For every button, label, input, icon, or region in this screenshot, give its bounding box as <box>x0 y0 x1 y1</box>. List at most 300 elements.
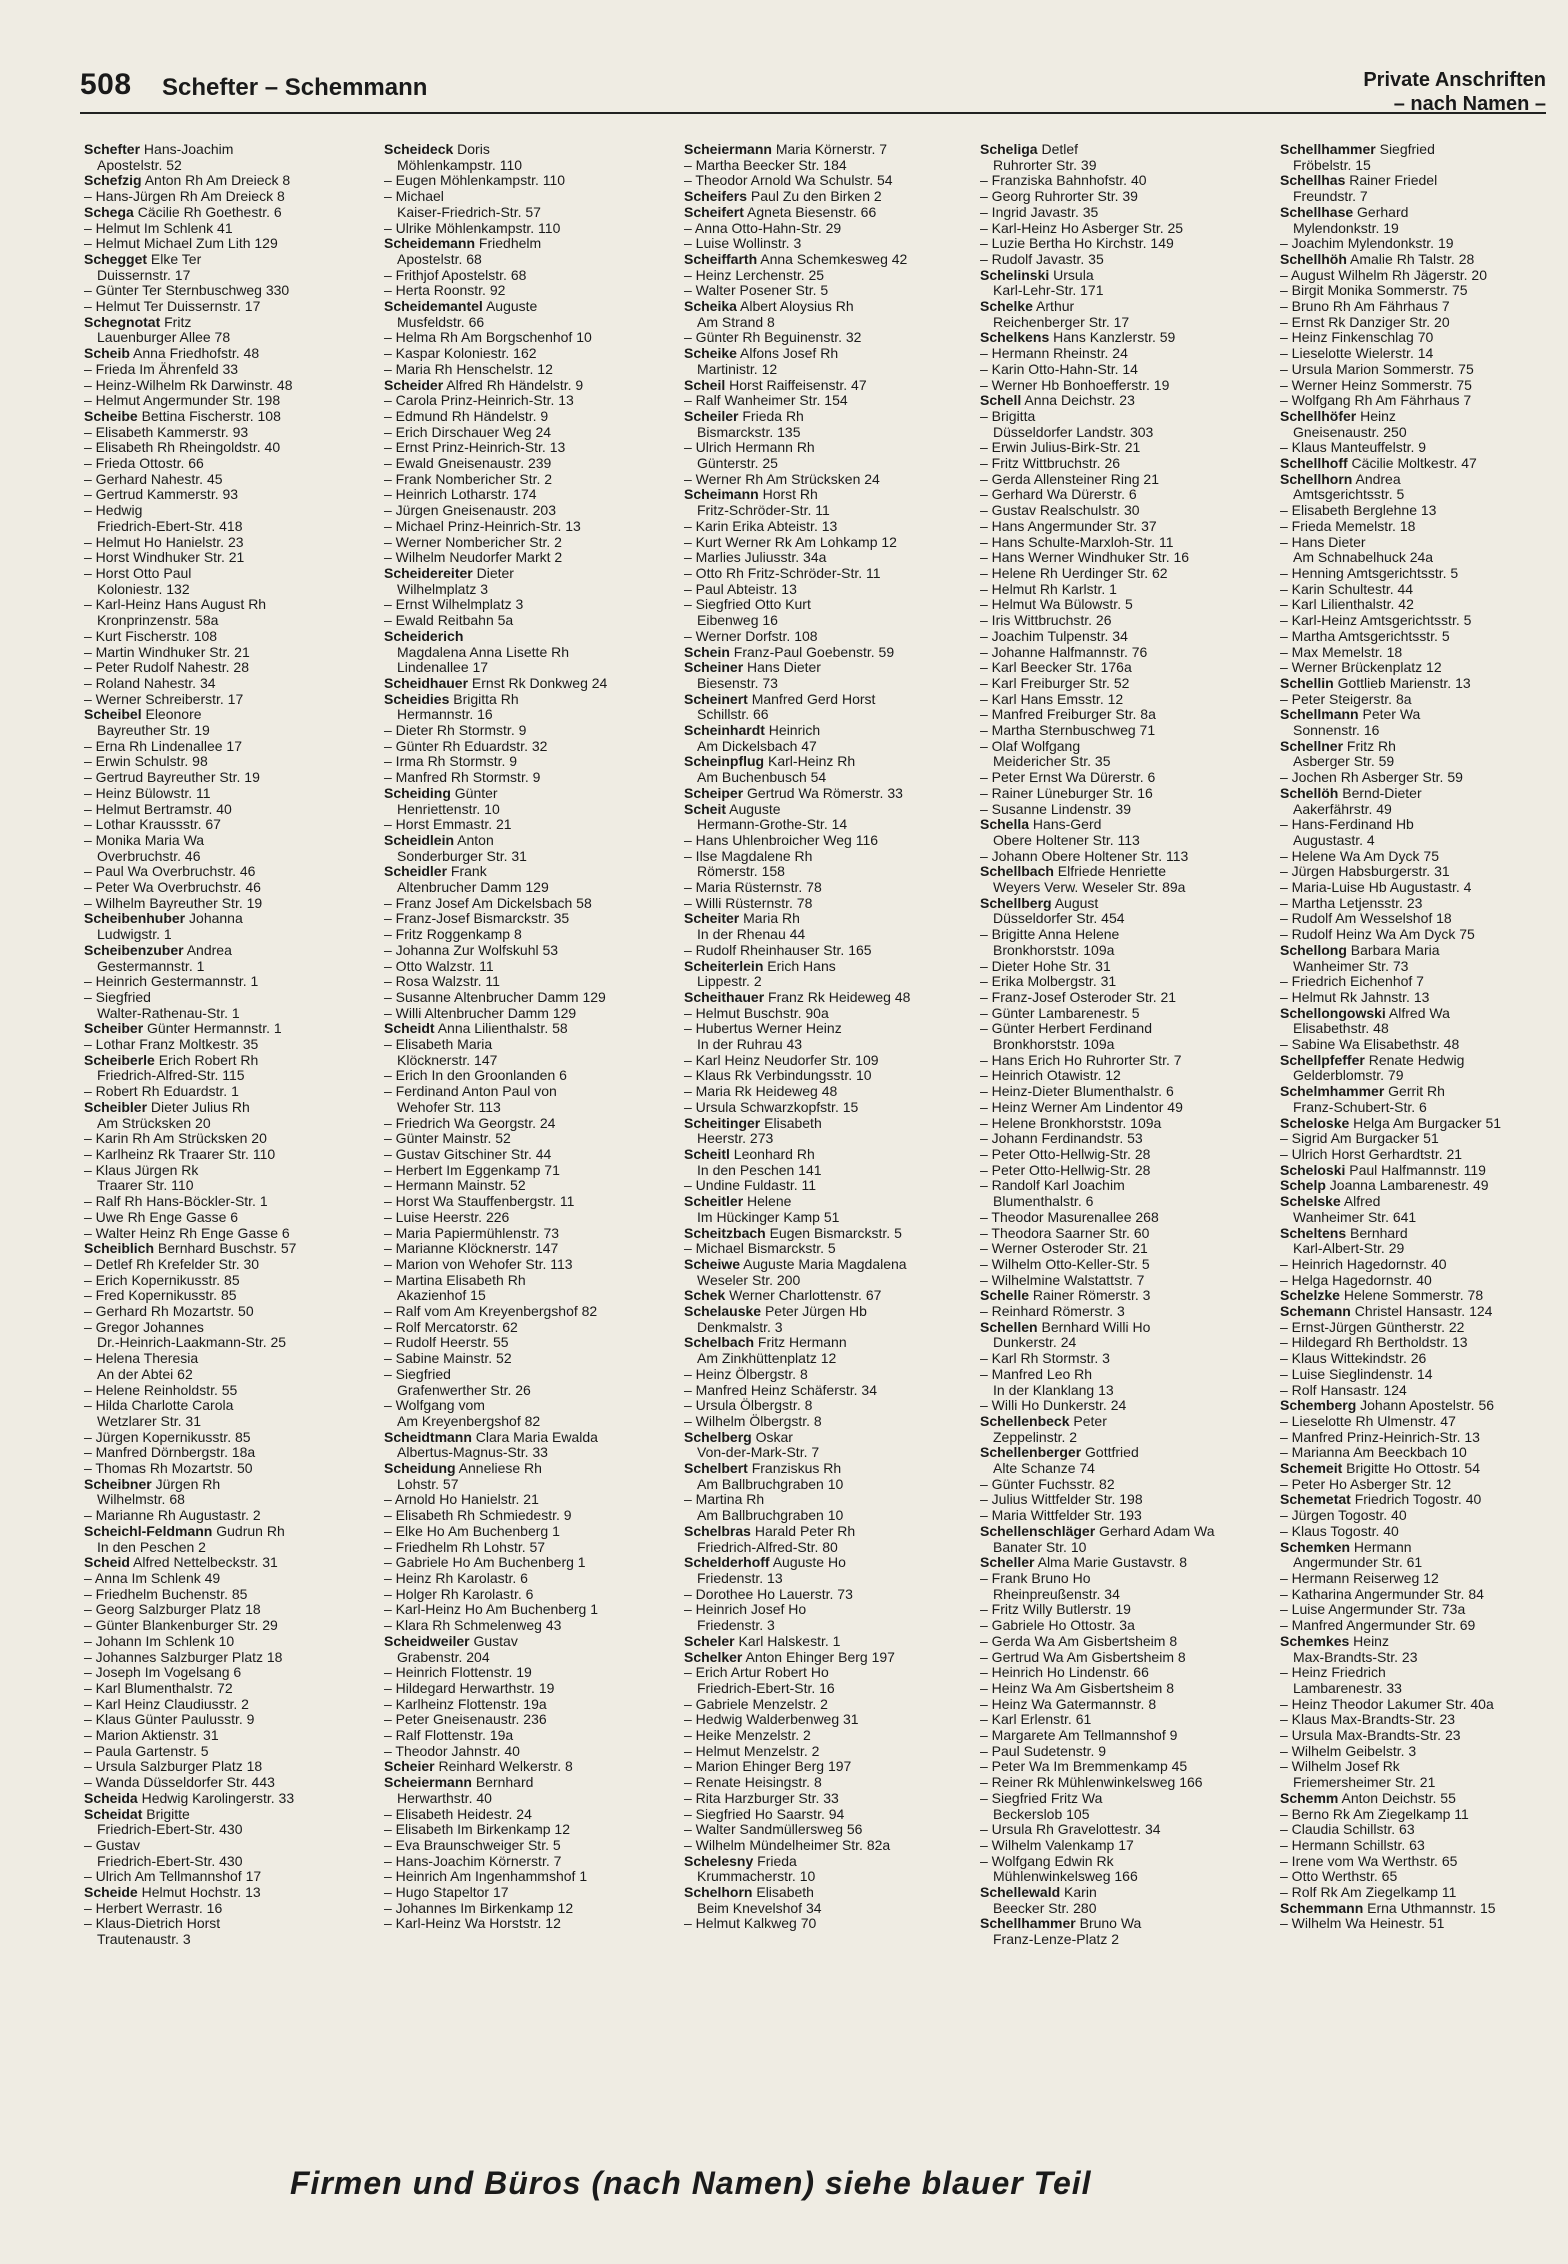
entry-details: – Walter Heinz Rh Enge Gasse 6 <box>84 1224 290 1241</box>
directory-entry <box>684 1587 962 1603</box>
entry-details: – Randolf Karl Joachim Blumenthalstr. 6 <box>980 1177 1125 1210</box>
entry-details: Anneliese Rh Lohstr. 57 <box>397 1460 542 1492</box>
directory-entry <box>980 1398 1258 1414</box>
entry-details: – Peter Gneisenaustr. 236 <box>384 1711 547 1728</box>
surname: Schelkens <box>980 329 1050 346</box>
directory-entry <box>384 173 662 189</box>
directory-entry <box>84 1901 362 1917</box>
surname: Schemkes <box>1280 1632 1350 1649</box>
directory-entry <box>84 990 362 1021</box>
entry-details: Agneta Biesenstr. 66 <box>743 203 877 220</box>
surname: Scheltens <box>1280 1224 1347 1241</box>
directory-entry <box>84 1728 362 1744</box>
directory-entry <box>980 1288 1258 1304</box>
entry-details: Anton Deichstr. 55 <box>1338 1789 1456 1806</box>
entry-details: – Eva Braunschweiger Str. 5 <box>384 1836 561 1853</box>
surname: Scheidat <box>84 1805 143 1822</box>
directory-entry <box>684 1634 962 1650</box>
directory-entry <box>684 142 962 158</box>
surname: Schefzig <box>84 172 142 189</box>
directory-entry <box>980 723 1258 739</box>
directory-entry <box>84 692 362 708</box>
entry-details: Alma Marie Gustavstr. 8 <box>1034 1554 1187 1571</box>
entry-details: – Heinrich Ho Lindenstr. 66 <box>980 1664 1149 1681</box>
entry-details: – Erich Dirschauer Weg 24 <box>384 423 552 440</box>
entry-details: – Fritz Roggenkamp 8 <box>384 926 522 943</box>
entry-details: – Heinrich Otawistr. 12 <box>980 1067 1121 1084</box>
entry-details: – Werner Hb Bonhoefferstr. 19 <box>980 376 1170 393</box>
entry-details: Helene Im Hückinger Kamp 51 <box>697 1193 840 1225</box>
entry-details: Albert Aloysius Rh Am Strand 8 <box>697 298 854 330</box>
entry-details: – Ulrike Möhlenkampstr. 110 <box>384 219 561 236</box>
entry-details: – Klaus Günter Paulusstr. 9 <box>84 1711 255 1728</box>
directory-entry <box>1280 299 1558 315</box>
entry-details: – Lieselotte Wielerstr. 14 <box>1280 345 1434 362</box>
entry-details: – Karl Hans Emsstr. 12 <box>980 690 1124 707</box>
directory-entry <box>84 409 362 425</box>
directory-entry <box>384 1367 662 1398</box>
column-4 <box>980 142 1258 1948</box>
directory-entry <box>384 1602 662 1618</box>
entry-details: – Georg Ruhrorter Str. 39 <box>980 188 1138 205</box>
directory-entry <box>684 535 962 551</box>
directory-entry <box>84 864 362 880</box>
surname: Schellewald <box>980 1884 1061 1901</box>
surname: Schein <box>684 643 730 660</box>
surname: Schell <box>980 392 1022 409</box>
surname: Schellhas <box>1280 172 1346 189</box>
directory-entry <box>384 189 662 220</box>
entry-details: Horst Rh Fritz-Schröder-Str. 11 <box>697 486 830 519</box>
directory-entry <box>384 1901 662 1917</box>
entry-details: – Ernst Wilhelmplatz 3 <box>384 596 524 613</box>
directory-entry <box>384 974 662 990</box>
directory-entry <box>84 205 362 221</box>
surname: Schellberg <box>980 894 1052 911</box>
entry-details: – Detlef Rh Krefelder Str. 30 <box>84 1255 260 1272</box>
directory-entry <box>84 1163 362 1194</box>
directory-entry <box>980 1367 1258 1398</box>
directory-entry <box>684 911 962 942</box>
surname: Scheinpflug <box>684 753 765 770</box>
entry-details: – Siegfried Walter-Rathenau-Str. 1 <box>84 988 240 1021</box>
directory-entry <box>84 1445 362 1461</box>
entry-details: Friedhelm Apostelstr. 68 <box>397 235 542 267</box>
directory-entry <box>384 409 662 425</box>
directory-entry <box>980 849 1258 865</box>
entry-details: Erna Uthmannstr. 15 <box>1363 1899 1496 1916</box>
entry-details: – Ursula Rh Gravelottestr. 34 <box>980 1821 1161 1838</box>
entry-details: – Erich In den Groonlanden 6 <box>384 1067 567 1084</box>
entry-details: – Ralf Flottenstr. 19a <box>384 1727 514 1744</box>
directory-entry <box>84 362 362 378</box>
directory-entry <box>1280 1383 1558 1399</box>
directory-entry <box>84 142 362 173</box>
directory-entry <box>84 1759 362 1775</box>
directory-entry <box>980 1241 1258 1257</box>
directory-entry <box>980 1524 1258 1555</box>
directory-entry <box>980 974 1258 990</box>
entry-details: – Dorothee Ho Lauerstr. 73 <box>684 1585 853 1602</box>
directory-entry <box>684 629 962 645</box>
entry-details: Brigitta Rh Hermannstr. 16 <box>397 690 519 723</box>
directory-entry <box>980 770 1258 786</box>
directory-entry <box>684 1650 962 1666</box>
entry-details: – Hans Uhlenbroicher Weg 116 <box>684 831 879 848</box>
directory-entry <box>84 1838 362 1869</box>
entry-details: – Helene Reinholdstr. 55 <box>84 1381 238 1398</box>
directory-entry <box>980 346 1258 362</box>
entry-details: – Günter Mainstr. 52 <box>384 1130 511 1147</box>
surname: Scheike <box>684 345 737 362</box>
directory-entry <box>84 1398 362 1429</box>
entry-details: – Joachim Mylendonkstr. 19 <box>1280 235 1454 252</box>
directory-entry <box>84 1697 362 1713</box>
directory-entry <box>684 299 962 330</box>
entry-details: – Friedhelm Rh Lohstr. 57 <box>384 1538 546 1555</box>
directory-entry <box>684 849 962 880</box>
surname: Scheidler <box>384 863 448 880</box>
entry-details: Hans-Gerd Obere Holtener Str. 113 <box>993 816 1140 848</box>
directory-entry <box>84 943 362 974</box>
surname: Scheiding <box>384 784 451 801</box>
entry-details: Fritz Hermann Am Zinkhüttenplatz 12 <box>697 1334 847 1367</box>
directory-entry <box>84 189 362 205</box>
entry-details: – Klaus Wittekindstr. 26 <box>1280 1350 1427 1367</box>
page-number: 508 <box>80 68 132 101</box>
directory-entry <box>84 1791 362 1807</box>
entry-details: – Rudolf Heinz Wa Am Dyck 75 <box>1280 926 1475 943</box>
entry-details: – Paul Sudetenstr. 9 <box>980 1742 1107 1759</box>
entry-details: – Uwe Rh Enge Gasse 6 <box>84 1208 239 1225</box>
entry-details: – Johanna Zur Wolfskuhl 53 <box>384 941 559 958</box>
directory-entry <box>384 613 662 629</box>
directory-entry <box>84 1665 362 1681</box>
entry-details: Alfons Josef Rh Martinistr. 12 <box>697 345 839 377</box>
entry-details: – Heike Menzelstr. 2 <box>684 1727 811 1744</box>
entry-details: – Reinhard Römerstr. 3 <box>980 1303 1125 1320</box>
entry-details: – Ernst-Jürgen Güntherstr. 22 <box>1280 1318 1465 1335</box>
surname: Schellhöfer <box>1280 407 1357 424</box>
entry-details: Reinhard Welkerstr. 8 <box>434 1758 573 1775</box>
entry-details: – Heinz Werner Am Lindentor 49 <box>980 1098 1183 1115</box>
entry-details: – Gustav Friedrich-Ebert-Str. 430 <box>84 1836 243 1869</box>
entry-details: – Günter Rh Beguinenstr. 32 <box>684 329 862 346</box>
entry-details: – Günter Rh Eduardstr. 32 <box>384 737 548 754</box>
entry-details: – Karl-Heinz Amtsgerichtsstr. 5 <box>1280 612 1472 629</box>
directory-entry <box>980 1744 1258 1760</box>
directory-entry <box>980 1508 1258 1524</box>
directory-entry <box>384 236 662 267</box>
entry-details: – Ursula Schwarzkopfstr. 15 <box>684 1098 859 1115</box>
directory-columns <box>84 142 1546 2142</box>
entry-details: – Irma Rh Stormstr. 9 <box>384 753 518 770</box>
directory-entry <box>1280 1273 1558 1289</box>
directory-entry <box>1280 1147 1558 1163</box>
directory-entry <box>84 1131 362 1147</box>
entry-details: – Gertrud Kammerstr. 93 <box>84 486 239 503</box>
directory-entry <box>84 786 362 802</box>
surname: Schelauske <box>684 1303 762 1320</box>
surname: Scheidt <box>384 1020 435 1037</box>
directory-entry <box>1280 1492 1558 1508</box>
directory-entry <box>1280 1131 1558 1147</box>
directory-entry <box>84 1273 362 1289</box>
directory-entry <box>84 1383 362 1399</box>
directory-entry <box>384 1241 662 1257</box>
directory-entry <box>384 1178 662 1194</box>
entry-details: Peter Jürgen Hb Denkmalstr. 3 <box>697 1303 867 1335</box>
entry-details: – Karin Erika Abteistr. 13 <box>684 517 838 534</box>
directory-entry <box>684 645 962 661</box>
directory-entry <box>1280 1587 1558 1603</box>
entry-details: – Heinrich Gestermannstr. 1 <box>84 973 259 990</box>
entry-details: – Jochen Rh Asberger Str. 59 <box>1280 769 1463 786</box>
directory-entry <box>384 1351 662 1367</box>
directory-entry <box>980 456 1258 472</box>
surname: Scheliga <box>980 141 1038 157</box>
entry-details: – Manfred Angermunder Str. 69 <box>1280 1617 1476 1634</box>
directory-entry <box>84 1053 362 1084</box>
entry-details: Hans Kanzlerstr. 59 <box>1049 329 1176 346</box>
directory-entry <box>1280 1320 1558 1336</box>
entry-details: – Günter Blankenburger Str. 29 <box>84 1617 278 1634</box>
directory-entry <box>1280 393 1558 409</box>
entry-details: Renate Hedwig Gelderblomstr. 79 <box>1293 1051 1465 1084</box>
entry-details: Frieda Krummacherstr. 10 <box>697 1852 816 1885</box>
directory-entry <box>980 378 1258 394</box>
entry-details: Hans Dieter Biesenstr. 73 <box>697 659 821 691</box>
directory-entry <box>1280 1524 1558 1540</box>
entry-details: – Manfred Heinz Schäferstr. 34 <box>684 1381 877 1398</box>
directory-entry <box>1280 1712 1558 1728</box>
directory-entry <box>84 660 362 676</box>
surname: Schelbras <box>684 1522 751 1539</box>
directory-entry <box>980 1759 1258 1775</box>
entry-details: – Friedrich Wa Georgstr. 24 <box>384 1114 556 1131</box>
entry-details: – Helmut Ho Hanielstr. 23 <box>84 533 244 550</box>
surname: Scheid <box>84 1554 130 1571</box>
directory-entry <box>1280 236 1558 252</box>
entry-details: Franziskus Rh Am Ballbruchgraben 10 <box>697 1460 844 1492</box>
directory-entry <box>980 1006 1258 1022</box>
entry-details: – Klara Rh Schmelenweg 43 <box>384 1617 562 1634</box>
entry-details: Franz Rk Heideweg 48 <box>764 988 911 1005</box>
entry-details: – Friedrich Eichenhof 7 <box>1280 973 1424 990</box>
directory-entry <box>684 1100 962 1116</box>
directory-entry <box>384 268 662 284</box>
surname: Schelp <box>1280 1177 1326 1194</box>
surname: Scheibenzuber <box>84 941 184 958</box>
surname: Schemken <box>1280 1538 1351 1555</box>
directory-entry <box>1280 896 1558 912</box>
entry-details: – Sigrid Am Burgacker 51 <box>1280 1130 1439 1147</box>
surname: Scheiber <box>84 1020 144 1037</box>
directory-entry <box>980 1838 1258 1854</box>
directory-entry <box>84 1477 362 1508</box>
entry-details: – Otto Rh Fritz-Schröder-Str. 11 <box>684 564 881 581</box>
directory-entry <box>684 1414 962 1430</box>
directory-entry <box>684 1257 962 1288</box>
directory-entry <box>84 1257 362 1273</box>
surname: Schelesny <box>684 1852 754 1869</box>
entry-details: – Margarete Am Tellmannshof 9 <box>980 1727 1178 1744</box>
directory-entry <box>84 378 362 394</box>
entry-details: – Werner Schreiberstr. 17 <box>84 690 244 707</box>
entry-details: – Rudolf Javastr. 35 <box>980 250 1104 267</box>
directory-entry <box>384 1304 662 1320</box>
directory-entry <box>84 1430 362 1446</box>
directory-entry <box>1280 1178 1558 1194</box>
directory-entry <box>384 142 662 173</box>
directory-entry <box>684 1147 962 1178</box>
directory-entry <box>980 1775 1258 1791</box>
surname: Schellong <box>1280 941 1347 958</box>
entry-details: – Willi Ho Dunkerstr. 24 <box>980 1397 1127 1414</box>
directory-entry <box>1280 817 1558 848</box>
directory-entry <box>84 1571 362 1587</box>
directory-entry <box>980 566 1258 582</box>
directory-entry <box>980 1697 1258 1713</box>
directory-entry <box>384 1524 662 1540</box>
entry-details: – Kaspar Koloniestr. 162 <box>384 345 537 362</box>
directory-entry <box>684 802 962 833</box>
directory-entry <box>980 189 1258 205</box>
directory-entry <box>980 503 1258 519</box>
directory-entry <box>980 1854 1258 1885</box>
directory-entry <box>384 362 662 378</box>
entry-details: – Frank Bruno Ho Rheinpreußenstr. 34 <box>980 1569 1120 1602</box>
entry-details: – Susanne Lindenstr. 39 <box>980 800 1132 817</box>
entry-details: – Kurt Fischerstr. 108 <box>84 627 218 644</box>
entry-details: – Ferdinand Anton Paul von Wehofer Str. 113 <box>384 1083 557 1115</box>
directory-entry <box>84 425 362 441</box>
entry-details: – Rudolf Am Wesselshof 18 <box>1280 910 1452 927</box>
directory-entry <box>384 1021 662 1037</box>
entry-details: Auguste Musfeldstr. 66 <box>397 298 538 330</box>
entry-details: – Rudolf Heerstr. 55 <box>384 1334 509 1351</box>
entry-details: Joanna Lambarenestr. 49 <box>1325 1177 1489 1194</box>
directory-entry <box>1280 252 1558 268</box>
directory-entry <box>684 1854 962 1885</box>
entry-details: Manfred Gerd Horst Schillstr. 66 <box>697 690 876 723</box>
entry-details: – Martha Letjensstr. 23 <box>1280 894 1423 911</box>
entry-details: – Karin Rh Am Strücksken 20 <box>84 1130 267 1147</box>
surname: Scheiermann <box>384 1774 472 1791</box>
directory-entry <box>684 236 962 252</box>
entry-details: – Werner Rh Am Strücksken 24 <box>684 470 880 487</box>
directory-entry <box>980 1650 1258 1666</box>
entry-details: – Wilhelm Bayreuther Str. 19 <box>84 894 263 911</box>
directory-entry <box>84 1587 362 1603</box>
entry-details: Elke Ter Duissernstr. 17 <box>97 250 202 283</box>
directory-entry <box>980 817 1258 848</box>
directory-entry <box>384 817 662 833</box>
directory-entry <box>384 723 662 739</box>
directory-entry <box>1280 1822 1558 1838</box>
entry-details: Hermann Angermunder Str. 61 <box>1293 1538 1423 1571</box>
entry-details: – Helmut Rh Karlstr. 1 <box>980 580 1117 597</box>
entry-details: Barbara Maria Wanheimer Str. 73 <box>1293 941 1440 974</box>
directory-entry <box>684 519 962 535</box>
directory-entry <box>84 1461 362 1477</box>
surname: Schemeit <box>1280 1460 1343 1477</box>
directory-entry <box>1280 1916 1558 1932</box>
directory-entry <box>84 221 362 237</box>
directory-entry <box>84 597 362 628</box>
surname: Scheloski <box>1280 1161 1346 1178</box>
directory-entry <box>84 1712 362 1728</box>
surname: Schelke <box>980 298 1033 315</box>
directory-entry <box>684 1367 962 1383</box>
directory-entry <box>84 1524 362 1555</box>
surname: Schellongowski <box>1280 1004 1386 1021</box>
surname: Scheiper <box>684 784 744 801</box>
directory-entry <box>384 1822 662 1838</box>
entry-details: Anton Sonderburger Str. 31 <box>397 831 527 864</box>
directory-entry <box>1280 1116 1558 1132</box>
entry-details: Erich Hans Lippestr. 2 <box>697 957 836 990</box>
surname: Schegget <box>84 250 148 267</box>
directory-entry <box>1280 1163 1558 1179</box>
directory-entry <box>384 1665 662 1681</box>
entry-details: – Heinrich Flottenstr. 19 <box>384 1664 532 1681</box>
directory-entry <box>84 896 362 912</box>
directory-entry <box>684 1697 962 1713</box>
surname: Schellöh <box>1280 784 1339 801</box>
entry-details: Hedwig Karolingerstr. 33 <box>137 1789 295 1806</box>
surname: Scheibel <box>84 706 142 723</box>
entry-details: – Helma Rh Am Borgschenhof 10 <box>384 329 592 346</box>
surname: Scheier <box>384 1758 435 1775</box>
directory-entry <box>980 1178 1258 1209</box>
directory-entry <box>1280 629 1558 645</box>
directory-entry <box>384 1869 662 1885</box>
entry-details: Gustav Grabenstr. 204 <box>397 1632 518 1665</box>
entry-details: Paul Zu den Birken 2 <box>747 188 882 205</box>
footer-note: Firmen und Büros (nach Namen) siehe blauer Teil <box>290 2165 1092 2201</box>
entry-details: – Gerda Wa Am Gisbertsheim 8 <box>980 1632 1178 1649</box>
directory-entry <box>980 1226 1258 1242</box>
entry-details: – Fred Kopernikusstr. 85 <box>84 1287 237 1304</box>
entry-details: – Peter Wa Im Bremmenkamp 45 <box>980 1758 1188 1775</box>
entry-details: – Marion von Wehofer Str. 113 <box>384 1255 573 1272</box>
entry-details: – Karl Lilienthalstr. 42 <box>1280 596 1414 613</box>
directory-entry <box>1280 283 1558 299</box>
surname: Scheidereiter <box>384 564 473 581</box>
directory-entry <box>980 629 1258 645</box>
surname: Scheithauer <box>684 988 765 1005</box>
header-rule <box>80 112 1546 114</box>
entry-details: Bruno Wa Franz-Lenze-Platz 2 <box>993 1915 1142 1948</box>
directory-entry <box>684 158 962 174</box>
directory-entry <box>1280 1508 1558 1524</box>
directory-entry <box>384 299 662 330</box>
directory-entry <box>384 1084 662 1115</box>
entry-details: – Joachim Tulpenstr. 34 <box>980 627 1128 644</box>
directory-entry <box>84 1037 362 1053</box>
entry-details: Christel Hansastr. 124 <box>1350 1303 1493 1320</box>
surname: Scheinhardt <box>684 722 765 739</box>
directory-entry <box>84 1508 362 1524</box>
directory-entry <box>84 487 362 503</box>
entry-details: – Jürgen Habsburgerstr. 31 <box>1280 863 1450 880</box>
entry-details: – Helmut Im Schlenk 41 <box>84 219 233 236</box>
directory-entry <box>684 205 962 221</box>
entry-details: – Gerhard Nahestr. 45 <box>84 470 223 487</box>
entry-details: Helene Sommerstr. 78 <box>1339 1287 1484 1304</box>
entry-details: Maria Rh In der Rhenau 44 <box>697 910 806 943</box>
